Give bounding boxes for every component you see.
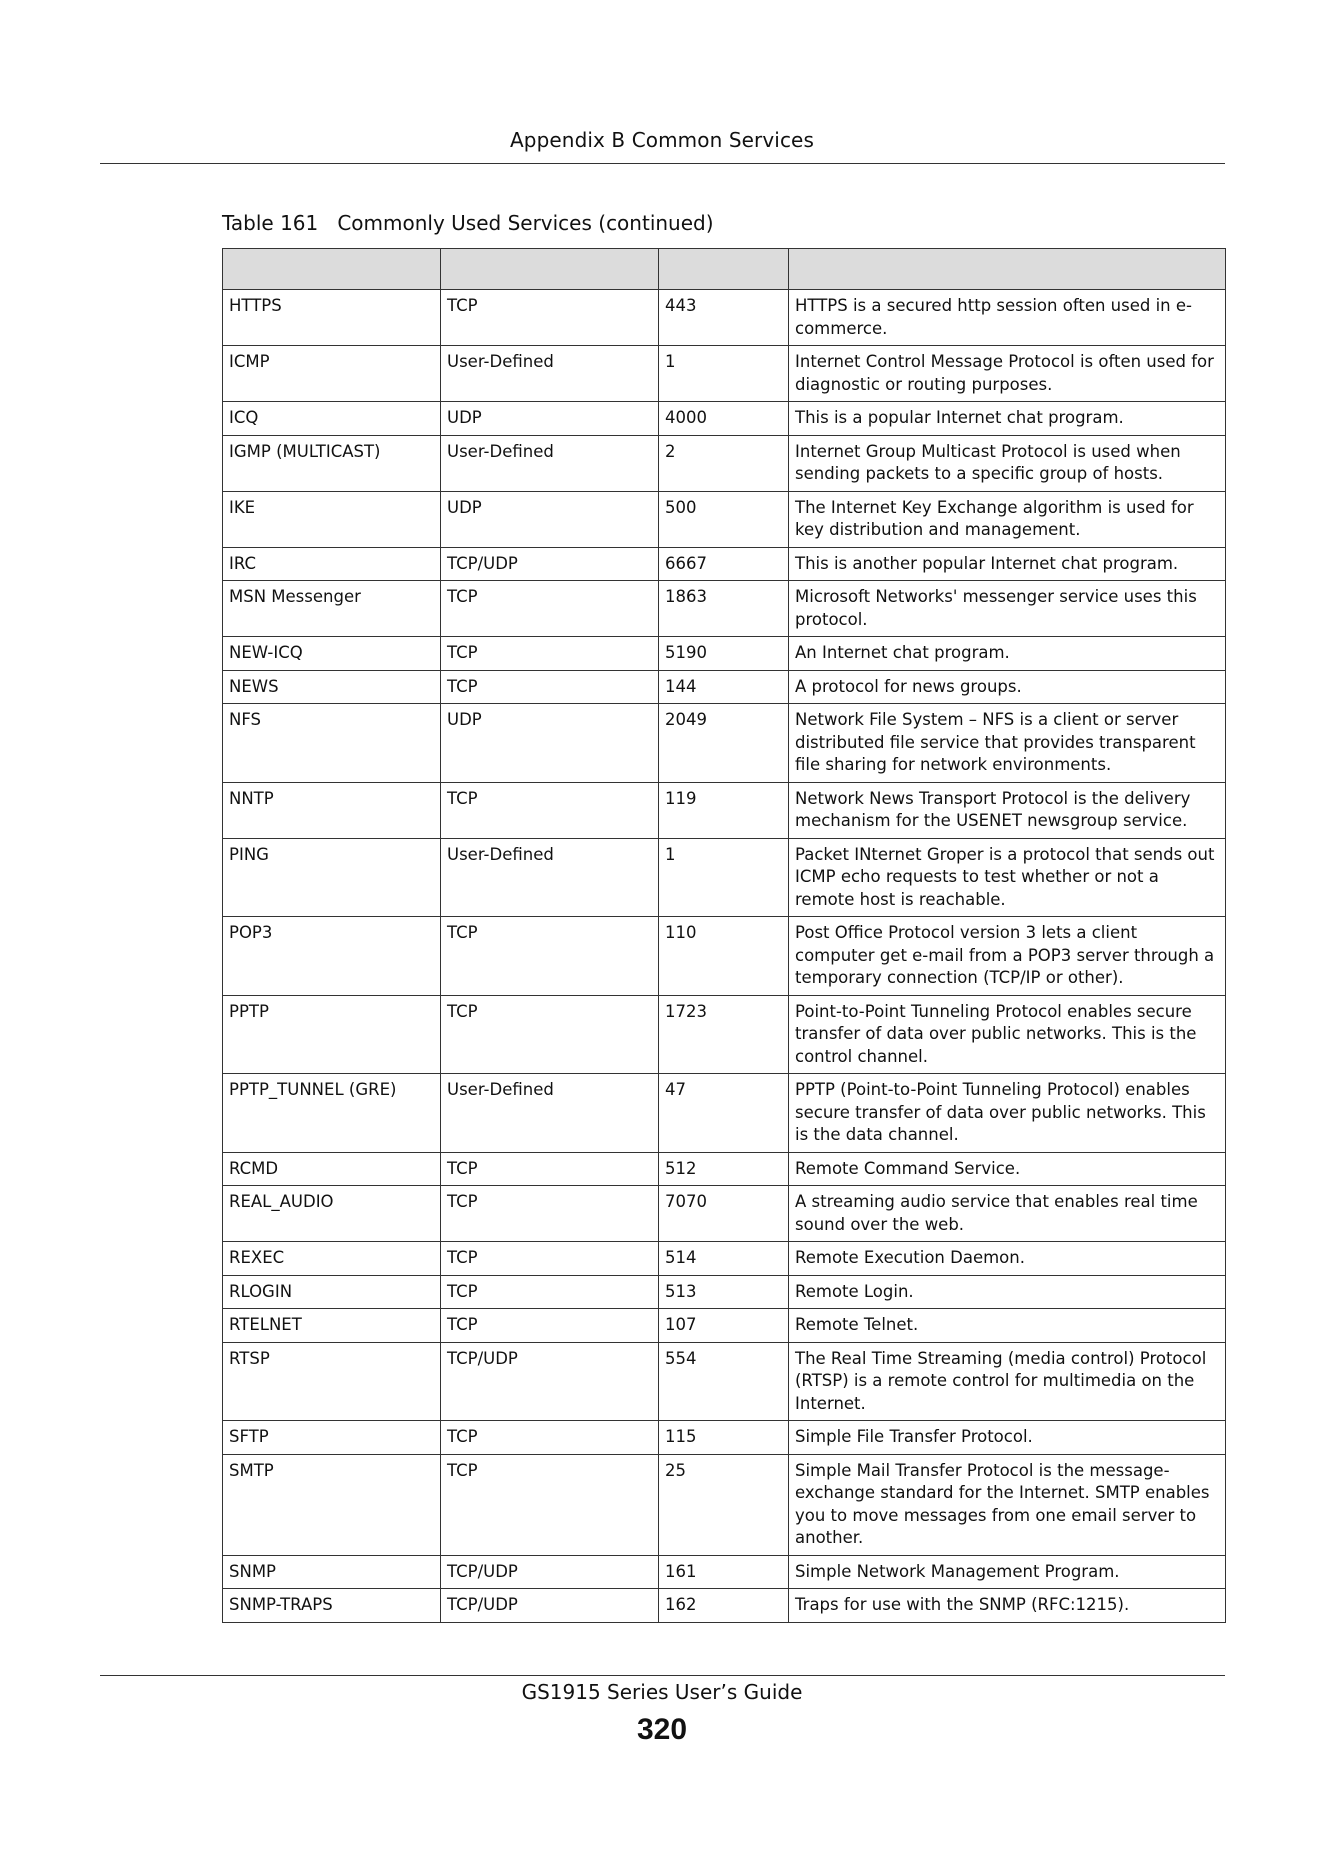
description-cell: Simple File Transfer Protocol. — [789, 1421, 1226, 1455]
table-row — [223, 1454, 1226, 1555]
description-cell: A streaming audio service that enables real time sound over the web. — [789, 1186, 1226, 1242]
description-cell: Packet INternet Groper is a protocol that sends out ICMP echo requests to test whether or not a remote host is reachable. — [789, 838, 1226, 917]
protocol-cell: TCP — [441, 782, 659, 838]
service-name-cell: PING — [223, 838, 441, 917]
port-cell: 514 — [659, 1242, 789, 1276]
table-row — [223, 1421, 1226, 1455]
description-cell: Simple Network Management Program. — [789, 1555, 1226, 1589]
table-header-row — [223, 249, 1226, 290]
description-cell: This is another popular Internet chat program. — [789, 547, 1226, 581]
footer-rule — [100, 1675, 1225, 1676]
protocol-cell: UDP — [441, 491, 659, 547]
port-cell: 5190 — [659, 637, 789, 671]
table-row — [223, 290, 1226, 346]
description-cell: HTTPS is a secured http session often used in e-commerce. — [789, 290, 1226, 346]
services-table-container — [222, 248, 1225, 1623]
description-cell: PPTP (Point-to-Point Tunneling Protocol) enables secure transfer of data over public networks. This is the data channel. — [789, 1074, 1226, 1153]
table-row — [223, 917, 1226, 996]
protocol-cell: User-Defined — [441, 1074, 659, 1153]
header-cell-protocol — [441, 249, 659, 290]
port-cell: 107 — [659, 1309, 789, 1343]
header-cell-name — [223, 249, 441, 290]
port-cell: 25 — [659, 1454, 789, 1555]
table-row — [223, 1589, 1226, 1623]
port-cell: 161 — [659, 1555, 789, 1589]
service-name-cell: RTSP — [223, 1342, 441, 1421]
port-cell: 2 — [659, 435, 789, 491]
table-row — [223, 1242, 1226, 1276]
service-name-cell: MSN Messenger — [223, 581, 441, 637]
port-cell: 119 — [659, 782, 789, 838]
service-name-cell: RLOGIN — [223, 1275, 441, 1309]
description-cell: Remote Execution Daemon. — [789, 1242, 1226, 1276]
table-body — [223, 290, 1226, 1623]
service-name-cell: REAL_AUDIO — [223, 1186, 441, 1242]
service-name-cell: IRC — [223, 547, 441, 581]
port-cell: 115 — [659, 1421, 789, 1455]
protocol-cell: UDP — [441, 402, 659, 436]
description-cell: A protocol for news groups. — [789, 670, 1226, 704]
header-cell-description — [789, 249, 1226, 290]
description-cell: Simple Mail Transfer Protocol is the message-exchange standard for the Internet. SMTP enables you to move messages from one email server to another. — [789, 1454, 1226, 1555]
table-row — [223, 1074, 1226, 1153]
service-name-cell: PPTP_TUNNEL (GRE) — [223, 1074, 441, 1153]
service-name-cell: REXEC — [223, 1242, 441, 1276]
header-cell-port — [659, 249, 789, 290]
port-cell: 443 — [659, 290, 789, 346]
protocol-cell: TCP/UDP — [441, 547, 659, 581]
table-row — [223, 1275, 1226, 1309]
services-table — [222, 248, 1226, 1623]
port-cell: 1863 — [659, 581, 789, 637]
description-cell: Network News Transport Protocol is the delivery mechanism for the USENET newsgroup service. — [789, 782, 1226, 838]
table-row — [223, 1342, 1226, 1421]
description-cell: Internet Control Message Protocol is often used for diagnostic or routing purposes. — [789, 346, 1226, 402]
protocol-cell: TCP — [441, 995, 659, 1074]
protocol-cell: TCP — [441, 670, 659, 704]
description-cell: Remote Login. — [789, 1275, 1226, 1309]
service-name-cell: SNMP-TRAPS — [223, 1589, 441, 1623]
table-row — [223, 1555, 1226, 1589]
description-cell: Remote Command Service. — [789, 1152, 1226, 1186]
service-name-cell: POP3 — [223, 917, 441, 996]
service-name-cell: ICQ — [223, 402, 441, 436]
table-row — [223, 1152, 1226, 1186]
table-caption: Table 161 Commonly Used Services (continued) — [222, 211, 714, 235]
port-cell: 2049 — [659, 704, 789, 783]
service-name-cell: NNTP — [223, 782, 441, 838]
service-name-cell: SNMP — [223, 1555, 441, 1589]
service-name-cell: IKE — [223, 491, 441, 547]
protocol-cell: TCP/UDP — [441, 1342, 659, 1421]
table-row — [223, 491, 1226, 547]
service-name-cell: PPTP — [223, 995, 441, 1074]
table-row — [223, 637, 1226, 671]
port-cell: 162 — [659, 1589, 789, 1623]
table-row — [223, 435, 1226, 491]
description-cell: Point-to-Point Tunneling Protocol enables secure transfer of data over public networks. This is the control channel. — [789, 995, 1226, 1074]
port-cell: 554 — [659, 1342, 789, 1421]
port-cell: 7070 — [659, 1186, 789, 1242]
description-cell: Network File System – NFS is a client or server distributed file service that provides transparent file sharing for network environments. — [789, 704, 1226, 783]
description-cell: Remote Telnet. — [789, 1309, 1226, 1343]
service-name-cell: HTTPS — [223, 290, 441, 346]
description-cell: This is a popular Internet chat program. — [789, 402, 1226, 436]
service-name-cell: SFTP — [223, 1421, 441, 1455]
protocol-cell: TCP — [441, 581, 659, 637]
protocol-cell: TCP — [441, 637, 659, 671]
page-number: 320 — [636, 1713, 688, 1746]
port-cell: 1 — [659, 346, 789, 402]
protocol-cell: TCP — [441, 1152, 659, 1186]
port-cell: 144 — [659, 670, 789, 704]
description-cell: Post Office Protocol version 3 lets a client computer get e-mail from a POP3 server through a temporary connection (TCP/IP or other). — [789, 917, 1226, 996]
protocol-cell: TCP — [441, 1242, 659, 1276]
description-cell: The Real Time Streaming (media control) Protocol (RTSP) is a remote control for multimedia on the Internet. — [789, 1342, 1226, 1421]
port-cell: 512 — [659, 1152, 789, 1186]
protocol-cell: UDP — [441, 704, 659, 783]
protocol-cell: TCP — [441, 1275, 659, 1309]
table-row — [223, 1186, 1226, 1242]
table-row — [223, 346, 1226, 402]
description-cell: The Internet Key Exchange algorithm is used for key distribution and management. — [789, 491, 1226, 547]
header-rule — [100, 163, 1225, 164]
table-row — [223, 670, 1226, 704]
service-name-cell: NEW-ICQ — [223, 637, 441, 671]
protocol-cell: TCP — [441, 1421, 659, 1455]
table-row — [223, 581, 1226, 637]
service-name-cell: NEWS — [223, 670, 441, 704]
service-name-cell: RTELNET — [223, 1309, 441, 1343]
port-cell: 47 — [659, 1074, 789, 1153]
running-header: Appendix B Common Services — [510, 128, 814, 152]
table-row — [223, 402, 1226, 436]
protocol-cell: User-Defined — [441, 435, 659, 491]
port-cell: 513 — [659, 1275, 789, 1309]
protocol-cell: TCP — [441, 1454, 659, 1555]
protocol-cell: TCP/UDP — [441, 1555, 659, 1589]
table-row — [223, 1309, 1226, 1343]
service-name-cell: ICMP — [223, 346, 441, 402]
table-row — [223, 838, 1226, 917]
protocol-cell: TCP — [441, 1186, 659, 1242]
protocol-cell: User-Defined — [441, 346, 659, 402]
port-cell: 1723 — [659, 995, 789, 1074]
description-cell: Internet Group Multicast Protocol is used when sending packets to a specific group of hosts. — [789, 435, 1226, 491]
port-cell: 500 — [659, 491, 789, 547]
table-row — [223, 704, 1226, 783]
table-row — [223, 995, 1226, 1074]
protocol-cell: TCP — [441, 917, 659, 996]
port-cell: 4000 — [659, 402, 789, 436]
protocol-cell: TCP — [441, 1309, 659, 1343]
port-cell: 110 — [659, 917, 789, 996]
service-name-cell: SMTP — [223, 1454, 441, 1555]
guide-title: GS1915 Series User’s Guide — [521, 1680, 803, 1704]
table-row — [223, 547, 1226, 581]
service-name-cell: NFS — [223, 704, 441, 783]
protocol-cell: TCP/UDP — [441, 1589, 659, 1623]
service-name-cell: IGMP (MULTICAST) — [223, 435, 441, 491]
table-row — [223, 782, 1226, 838]
protocol-cell: TCP — [441, 290, 659, 346]
description-cell: Microsoft Networks' messenger service uses this protocol. — [789, 581, 1226, 637]
protocol-cell: User-Defined — [441, 838, 659, 917]
port-cell: 6667 — [659, 547, 789, 581]
port-cell: 1 — [659, 838, 789, 917]
service-name-cell: RCMD — [223, 1152, 441, 1186]
description-cell: Traps for use with the SNMP (RFC:1215). — [789, 1589, 1226, 1623]
description-cell: An Internet chat program. — [789, 637, 1226, 671]
